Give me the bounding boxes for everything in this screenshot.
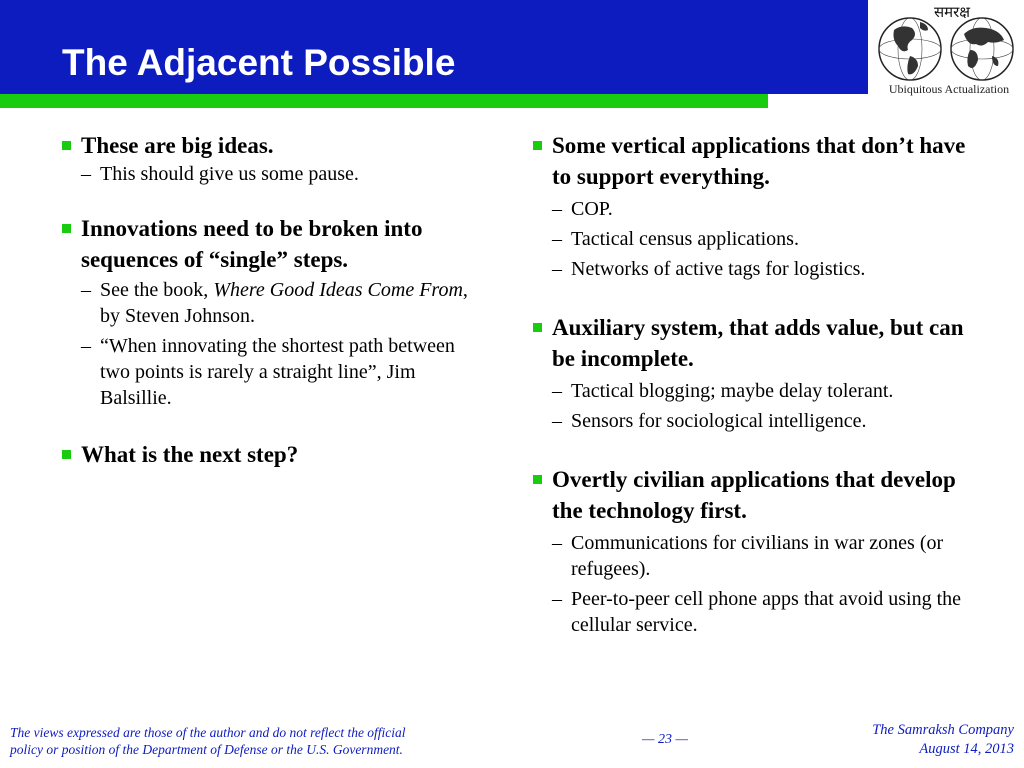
- accent-bar: [0, 94, 768, 108]
- green-square-bullet-icon: [533, 475, 542, 484]
- green-square-bullet-icon: [62, 141, 71, 150]
- dash-marker: –: [81, 279, 91, 301]
- bullet-item: [62, 130, 482, 187]
- footer-company-info: [872, 721, 1014, 759]
- sub-bullet-text: Networks of active tags for logistics.: [571, 258, 866, 280]
- sub-bullet: [552, 530, 973, 582]
- disclaimer-line: The views expressed are those of the author and do not reflect the official: [10, 725, 406, 740]
- left-column: [62, 130, 482, 470]
- text-fragment: See the book,: [100, 279, 214, 301]
- bullet-item: [533, 130, 973, 282]
- bullet-text: Auxiliary system, that adds value, but can be incomplete.: [552, 315, 964, 371]
- disclaimer-line: policy or position of the Department of Defense or the U.S. Government.: [10, 742, 403, 757]
- sub-bullet: [552, 378, 973, 404]
- sub-bullet-text: Communications for civilians in war zones (or refugees).: [571, 532, 944, 580]
- company-name: The Samraksh Company: [872, 722, 1014, 738]
- bullet-text: Some vertical applications that don’t have to support everything.: [552, 133, 966, 189]
- green-square-bullet-icon: [62, 224, 71, 233]
- page-number: — 23 —: [642, 732, 688, 747]
- presentation-date: August 14, 2013: [919, 741, 1014, 757]
- sub-bullet-text: COP.: [571, 198, 613, 220]
- sub-bullet-text: Sensors for sociological intelligence.: [571, 410, 867, 432]
- bullet-item: [62, 439, 482, 470]
- dash-marker: –: [81, 335, 91, 357]
- footer-disclaimer: [10, 724, 520, 758]
- logo-caption: Ubiquitous Actualization: [888, 82, 1010, 96]
- bullet-text: What is the next step?: [81, 442, 299, 467]
- green-square-bullet-icon: [533, 323, 542, 332]
- sub-bullet-text: [100, 279, 468, 327]
- sub-bullet-text: Tactical census applications.: [571, 228, 799, 250]
- sub-bullet: [552, 408, 973, 434]
- dash-marker: –: [552, 380, 562, 402]
- sub-bullet-text: Tactical blogging; maybe delay tolerant.: [571, 380, 894, 402]
- dash-marker: –: [552, 532, 562, 554]
- book-title: Where Good Ideas Come From: [213, 279, 463, 301]
- green-square-bullet-icon: [533, 141, 542, 150]
- sub-bullet-text: “When innovating the shortest path between two points is rarely a straight line”, Jim Balsillie.: [100, 335, 455, 409]
- dash-marker: –: [552, 410, 562, 432]
- logo-script-text: समरक्ष: [933, 3, 970, 21]
- sub-bullet: [552, 196, 973, 222]
- sub-bullet: [81, 161, 482, 187]
- dash-marker: –: [552, 588, 562, 610]
- dash-marker: –: [81, 163, 91, 185]
- sub-bullet-text: Peer-to-peer cell phone apps that avoid using the cellular service.: [571, 588, 962, 636]
- dash-marker: –: [552, 228, 562, 250]
- sub-bullet: [81, 277, 482, 329]
- sub-bullet-text: This should give us some pause.: [100, 163, 359, 185]
- bullet-item: [533, 312, 973, 434]
- bullet-item: [62, 213, 482, 411]
- bullet-text: These are big ideas.: [81, 133, 274, 158]
- sub-bullet: [552, 586, 973, 638]
- right-column: [533, 130, 973, 638]
- sub-bullet: [552, 226, 973, 252]
- sub-bullet: [552, 256, 973, 282]
- bullet-text: Innovations need to be broken into sequences of “single” steps.: [81, 216, 423, 272]
- slide-title: The Adjacent Possible: [62, 42, 456, 83]
- green-square-bullet-icon: [62, 450, 71, 459]
- bullet-text: Overtly civilian applications that develop the technology first.: [552, 467, 956, 523]
- dash-marker: –: [552, 258, 562, 280]
- bullet-item: [533, 464, 973, 638]
- sub-bullet: [81, 333, 482, 411]
- dash-marker: –: [552, 198, 562, 220]
- text-fragment: , by Steven Johnson.: [100, 279, 468, 327]
